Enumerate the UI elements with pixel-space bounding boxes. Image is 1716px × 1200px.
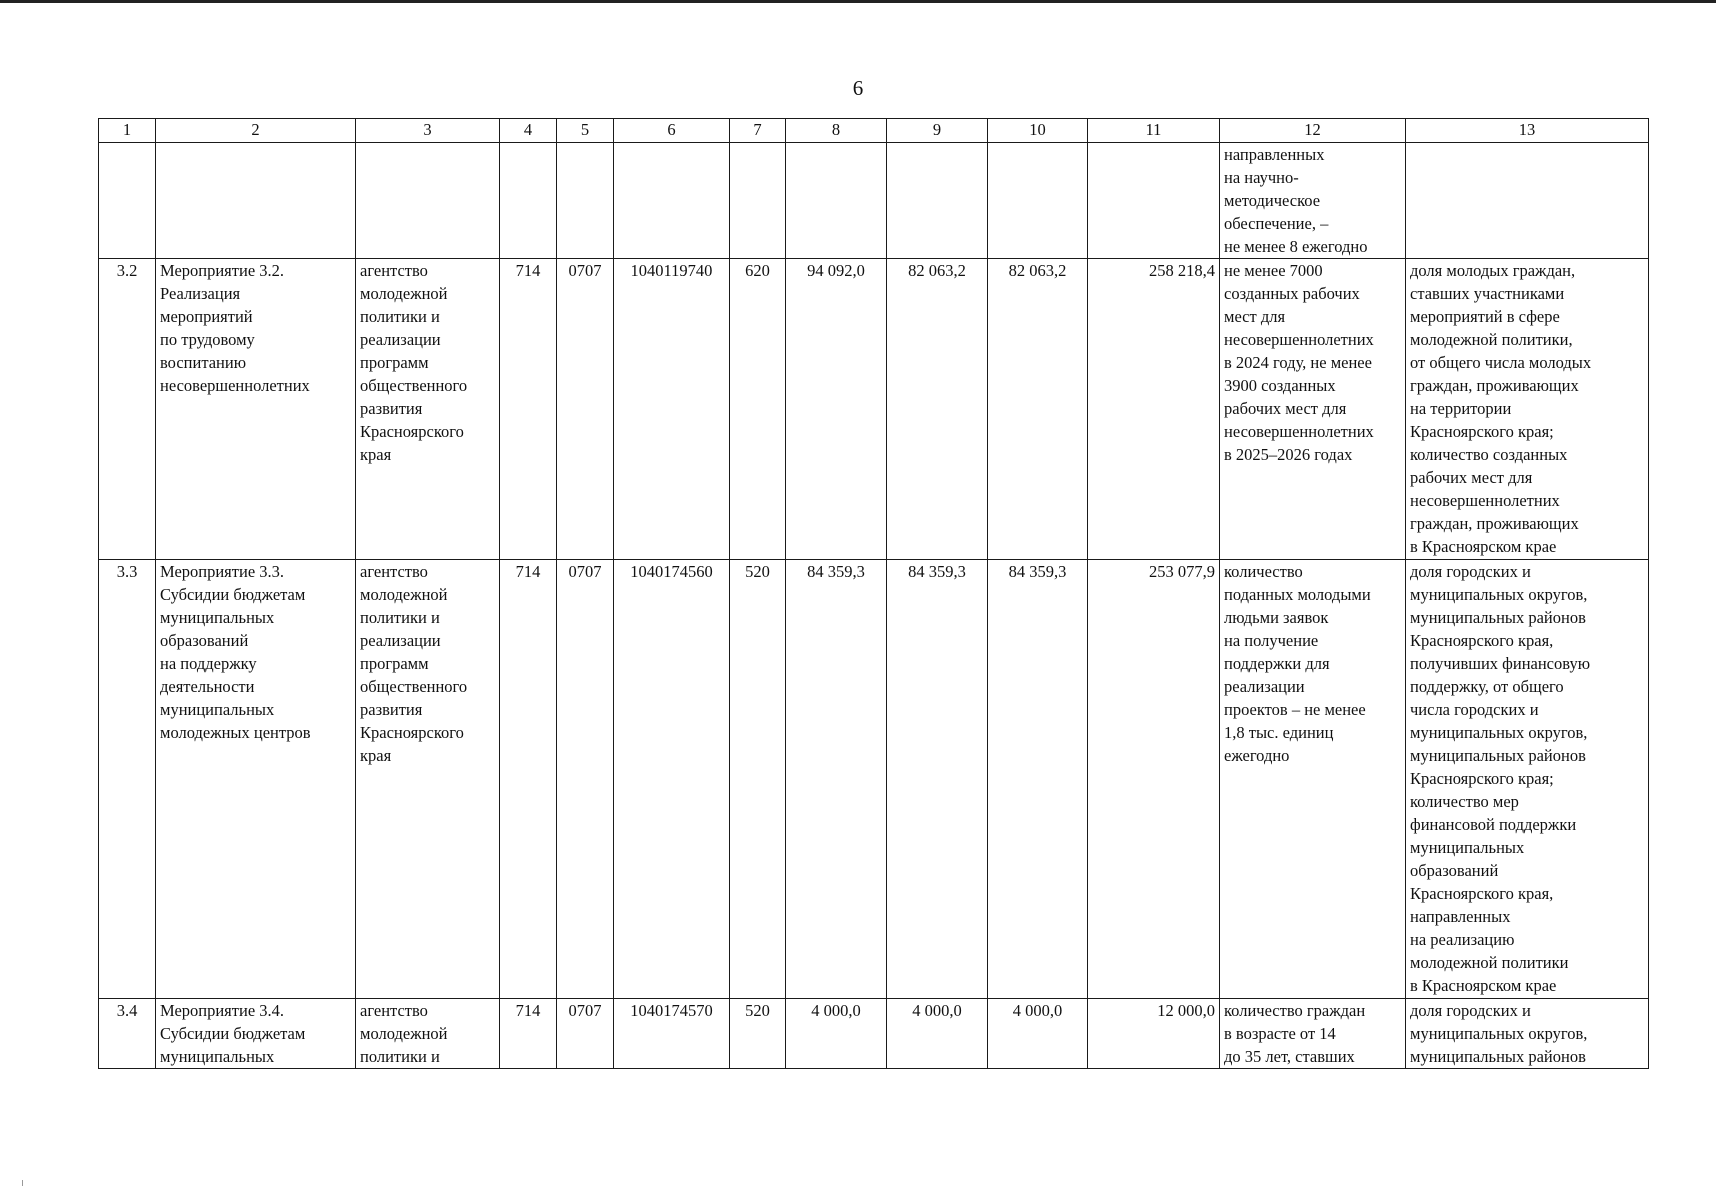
column-header: 13 xyxy=(1406,119,1649,143)
column-header: 2 xyxy=(156,119,356,143)
activities-table xyxy=(98,118,1649,1069)
column-header: 5 xyxy=(557,119,614,143)
empty-cell xyxy=(99,143,156,259)
amount-2024-cell: 4 000,0 xyxy=(786,999,887,1069)
rzpr-cell: 0707 xyxy=(557,560,614,999)
column-header: 8 xyxy=(786,119,887,143)
vr-cell: 520 xyxy=(730,560,786,999)
amount-2026-cell: 84 359,3 xyxy=(988,560,1088,999)
indicator-cell: доля молодых граждан, ставших участниками мероприятий в сфере молодежной политики, от общего числа молодых граждан, проживающих на территории Красноярского края; количество созданных рабочих мест для несовершеннолетних граждан, проживающих в Красноярском крае xyxy=(1406,259,1649,560)
result-cell: не менее 7000 созданных рабочих мест для несовершеннолетних в 2024 году, не менее 3900 созданных рабочих мест для несовершеннолетних в 2025–2026 годах xyxy=(1220,259,1406,560)
empty-cell xyxy=(500,143,557,259)
empty-cell xyxy=(156,143,356,259)
amount-2026-cell: 4 000,0 xyxy=(988,999,1088,1069)
empty-cell xyxy=(1406,143,1649,259)
result-cell: направленных на научно- методическое обеспечение, – не менее 8 ежегодно xyxy=(1220,143,1406,259)
amount-2024-cell: 84 359,3 xyxy=(786,560,887,999)
row-number-cell: 3.4 xyxy=(99,999,156,1069)
csr-cell: 1040174570 xyxy=(614,999,730,1069)
column-header: 10 xyxy=(988,119,1088,143)
amount-2025-cell: 82 063,2 xyxy=(887,259,988,560)
column-header: 7 xyxy=(730,119,786,143)
executor-cell: агентство молодежной политики и реализации программ общественного развития Красноярского края xyxy=(356,560,500,999)
activity-name-cell: Мероприятие 3.3. Субсидии бюджетам муниципальных образований на поддержку деятельности муниципальных молодежных центров xyxy=(156,560,356,999)
amount-2025-cell: 84 359,3 xyxy=(887,560,988,999)
amount-2024-cell: 94 092,0 xyxy=(786,259,887,560)
table-row xyxy=(99,999,1649,1069)
column-header: 3 xyxy=(356,119,500,143)
indicator-cell: доля городских и муниципальных округов, муниципальных районов Красноярского края, получивших финансовую поддержку, от общего числа городских и муниципальных округов, муниципальных районов Красноярского края; количество мер финансовой поддержки муниципальных образований Красноярского края, направленных на реализацию молодежной политики в Красноярском крае xyxy=(1406,560,1649,999)
column-header: 11 xyxy=(1088,119,1220,143)
empty-cell xyxy=(557,143,614,259)
table-row xyxy=(99,560,1649,999)
grbs-cell: 714 xyxy=(500,999,557,1069)
activity-name-cell: Мероприятие 3.4. Субсидии бюджетам муниципальных xyxy=(156,999,356,1069)
csr-cell: 1040119740 xyxy=(614,259,730,560)
executor-cell: агентство молодежной политики и xyxy=(356,999,500,1069)
result-cell: количество поданных молодыми людьми заявок на получение поддержки для реализации проектов – не менее 1,8 тыс. единиц ежегодно xyxy=(1220,560,1406,999)
empty-cell xyxy=(786,143,887,259)
table-row xyxy=(99,259,1649,560)
column-header: 4 xyxy=(500,119,557,143)
rzpr-cell: 0707 xyxy=(557,999,614,1069)
row-number-cell: 3.2 xyxy=(99,259,156,560)
indicator-cell: доля городских и муниципальных округов, муниципальных районов xyxy=(1406,999,1649,1069)
amount-total-cell: 258 218,4 xyxy=(1088,259,1220,560)
empty-cell xyxy=(614,143,730,259)
page-number: 6 xyxy=(852,76,864,100)
vr-cell: 620 xyxy=(730,259,786,560)
empty-cell xyxy=(356,143,500,259)
amount-2025-cell: 4 000,0 xyxy=(887,999,988,1069)
empty-cell xyxy=(730,143,786,259)
activity-name-cell: Мероприятие 3.2. Реализация мероприятий по трудовому воспитанию несовершеннолетних xyxy=(156,259,356,560)
column-header: 6 xyxy=(614,119,730,143)
table-row-continuation xyxy=(99,143,1649,259)
amount-2026-cell: 82 063,2 xyxy=(988,259,1088,560)
executor-cell: агентство молодежной политики и реализации программ общественного развития Красноярского края xyxy=(356,259,500,560)
rzpr-cell: 0707 xyxy=(557,259,614,560)
result-cell: количество граждан в возрасте от 14 до 35 лет, ставших xyxy=(1220,999,1406,1069)
csr-cell: 1040174560 xyxy=(614,560,730,999)
empty-cell xyxy=(887,143,988,259)
row-number-cell: 3.3 xyxy=(99,560,156,999)
column-header: 9 xyxy=(887,119,988,143)
table-header-row xyxy=(99,119,1649,143)
amount-total-cell: 12 000,0 xyxy=(1088,999,1220,1069)
top-border-line xyxy=(0,0,1716,3)
amount-total-cell: 253 077,9 xyxy=(1088,560,1220,999)
empty-cell xyxy=(1088,143,1220,259)
vr-cell: 520 xyxy=(730,999,786,1069)
column-header: 1 xyxy=(99,119,156,143)
empty-cell xyxy=(988,143,1088,259)
grbs-cell: 714 xyxy=(500,259,557,560)
column-header: 12 xyxy=(1220,119,1406,143)
scan-artifact-mark xyxy=(22,1180,27,1186)
grbs-cell: 714 xyxy=(500,560,557,999)
